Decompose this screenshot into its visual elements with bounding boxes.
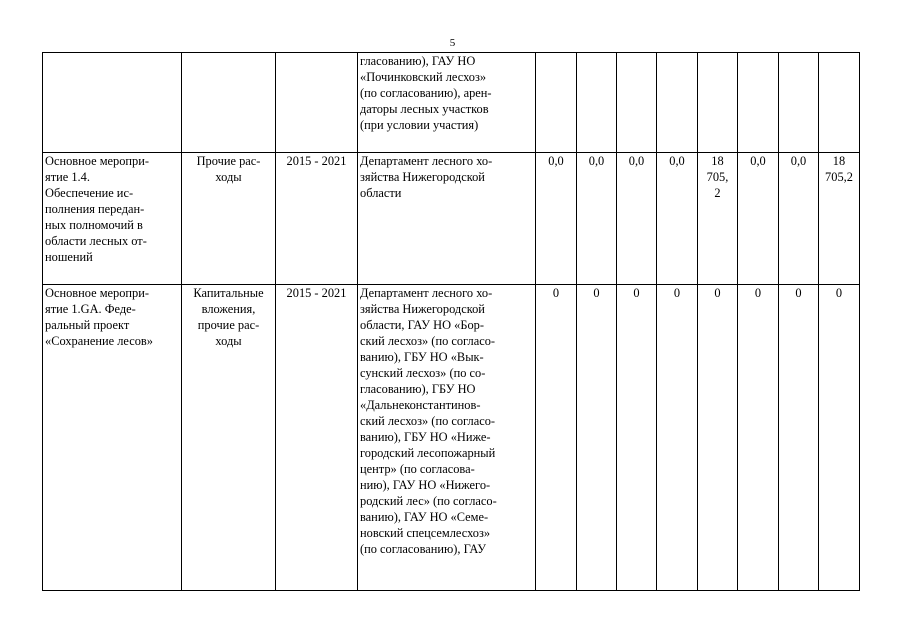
expense-type-line: Прочие рас- [196,154,261,168]
executor-line: области [360,186,402,200]
executor-line: ский лесхоз» (по согласо- [360,414,496,428]
measure-name-cell [43,153,182,285]
measure-name-cell [43,53,182,153]
measure-name-line: ятие 1.4. [45,170,90,184]
value-cell [577,53,617,153]
page-number: 5 [449,37,456,49]
value-cell: 18 705, 2 [698,153,738,285]
value-cell: 0 [819,285,860,591]
value-cell: 0,0 [617,153,657,285]
expense-type-cell [182,53,276,153]
executor-line: нию), ГАУ НО «Нижего- [360,478,491,492]
measure-name-line: Основное меропри- [45,286,150,300]
executor-line: гласованию), ГБУ НО [360,382,476,396]
value-cell [779,53,819,153]
executor-line: ванию), ГБУ НО «Вык- [360,350,484,364]
executor-line: ванию), ГБУ НО «Ниже- [360,430,491,444]
executor-line: (при условии участия) [360,118,479,132]
table-row [43,285,860,591]
measure-name-line: полнения передан- [45,202,145,216]
value-cell: 0 [698,285,738,591]
expense-type-line: ходы [215,334,242,348]
value-cell: 0 [536,285,577,591]
executor-line: Департамент лесного хо- [360,286,493,300]
executor-cell [358,285,536,591]
expense-type-line: прочие рас- [197,318,260,332]
measure-name-line: ношений [45,250,93,264]
expense-type-cell [182,285,276,591]
value-cell [819,53,860,153]
value-cell [698,53,738,153]
value-cell: 0,0 [536,153,577,285]
expense-type-line: Капитальные [193,286,264,300]
executor-line: родский лес» (по согласо- [360,494,497,508]
executor-line: городский лесопожарный [360,446,496,460]
measure-name-line: ных полномочий в [45,218,143,232]
executor-line: «Дальнеконстантинов- [360,398,481,412]
period-cell: 2015 - 2021 [276,153,358,285]
executor-cell [358,53,536,153]
executor-line: даторы лесных участков [360,102,489,116]
executor-line: области, ГАУ НО «Бор- [360,318,484,332]
value-cell [738,53,779,153]
table-row [43,53,860,153]
executor-line: Департамент лесного хо- [360,154,493,168]
measure-name-line: ятие 1.GA. Феде- [45,302,136,316]
value-cell: 18 705,2 [819,153,860,285]
expense-type-line: ходы [215,170,242,184]
value-cell: 0,0 [657,153,698,285]
value-cell: 0 [617,285,657,591]
period-cell [276,53,358,153]
executor-line: сунский лесхоз» (по со- [360,366,486,380]
executor-cell [358,153,536,285]
measure-name-line: Основное меропри- [45,154,150,168]
value-cell: 0 [779,285,819,591]
value-cell: 0,0 [577,153,617,285]
executor-line: (по согласованию), арен- [360,86,492,100]
value-cell [657,53,698,153]
expense-type-line: вложения, [201,302,256,316]
period-cell: 2015 - 2021 [276,285,358,591]
measure-name-line: ральный проект [45,318,130,332]
executor-line: ванию), ГАУ НО «Семе- [360,510,489,524]
value-cell: 0 [577,285,617,591]
program-table [42,52,860,591]
value-cell: 0,0 [738,153,779,285]
executor-line: (по согласованию), ГАУ [360,542,487,556]
value-cell: 0 [657,285,698,591]
executor-line: «Починковский лесхоз» [360,70,487,84]
executor-line: ский лесхоз» (по согласо- [360,334,496,348]
executor-line: гласованию), ГАУ НО [360,54,476,68]
value-cell: 0 [738,285,779,591]
expense-type-cell [182,153,276,285]
executor-line: зяйства Нижегородской [360,170,485,184]
measure-name-line: «Сохранение лесов» [45,334,153,348]
measure-name-cell [43,285,182,591]
measure-name-line: области лесных от- [45,234,147,248]
measure-name-line: Обеспечение ис- [45,186,134,200]
value-cell [617,53,657,153]
executor-line: центр» (по согласова- [360,462,475,476]
table-row [43,153,860,285]
executor-line: зяйства Нижегородской [360,302,485,316]
value-cell [536,53,577,153]
value-cell: 0,0 [779,153,819,285]
executor-line: новский спецсемлесхоз» [360,526,491,540]
